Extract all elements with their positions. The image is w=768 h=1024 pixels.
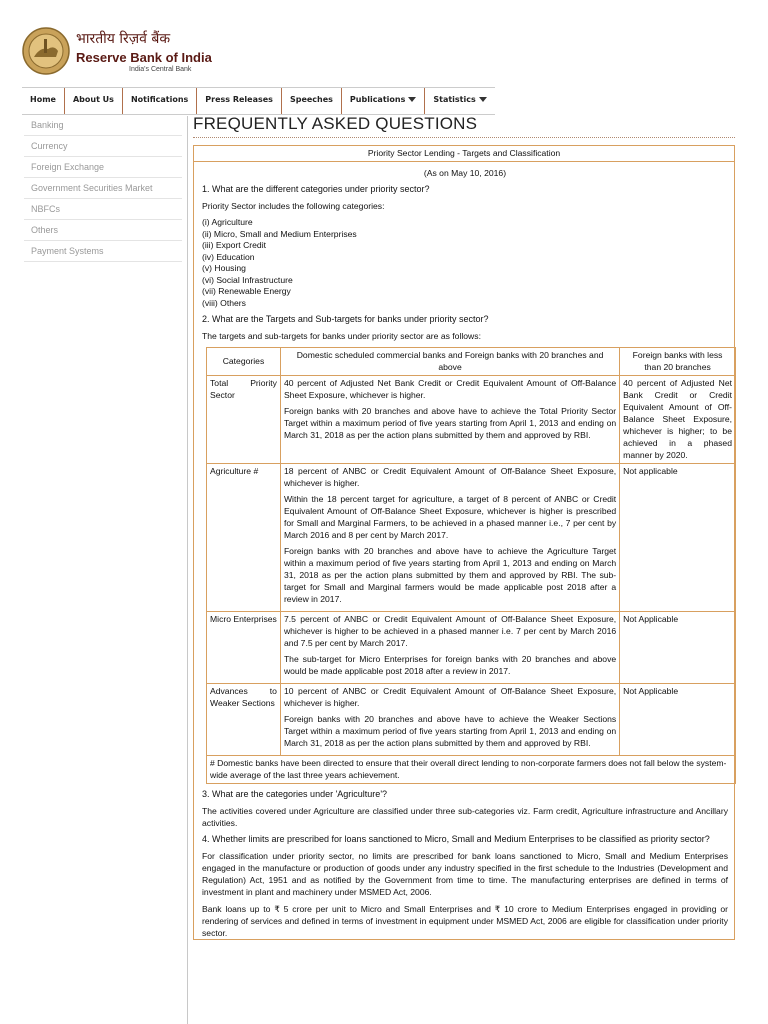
page-title: FREQUENTLY ASKED QUESTIONS — [193, 114, 478, 133]
table-header-row — [207, 348, 736, 376]
nav-publications[interactable]: Publications — [342, 88, 425, 114]
table-cell-foreign: Not applicable — [620, 464, 736, 612]
question-3: 3. What are the categories under 'Agriculture'? — [202, 789, 388, 799]
targets-table — [206, 347, 736, 784]
list-item: (vii) Renewable Energy — [202, 286, 291, 296]
faq-document — [193, 145, 735, 940]
title-divider — [193, 137, 735, 138]
nav-about-us[interactable]: About Us — [65, 88, 123, 114]
document-date: (As on May 10, 2016) — [423, 168, 507, 178]
document-title: Priority Sector Lending - Targets and Classification — [194, 146, 734, 162]
sidebar-item-foreign-exchange[interactable]: Foreign Exchange — [24, 157, 182, 178]
question-1: 1. What are the different categories under priority sector? — [202, 184, 430, 194]
table-cell-category: Agriculture # — [207, 464, 281, 612]
question-4: 4. Whether limits are prescribed for loans sanctioned to Micro, Small and Medium Enterprises to be classified as priority sector? — [202, 834, 710, 844]
table-header: Foreign banks with less than 20 branches — [620, 348, 736, 376]
answer-1-intro: Priority Sector includes the following categories: — [202, 201, 385, 211]
sidebar-item-government-securities-market[interactable]: Government Securities Market — [24, 178, 182, 199]
table-cell-foreign: 40 percent of Adjusted Net Bank Credit or Credit Equivalent Amount of Off-Balance Sheet Exposure, whichever is higher; to be achieved in a phased manner by 2020. — [620, 376, 736, 464]
table-cell-domestic: 10 percent of ANBC or Credit Equivalent Amount of Off-Balance Sheet Exposure, whichever is higher. Foreign banks with 20 branches and above have to achieve the Weaker Sections Target within a maximum period of five years starting from April 1, 2013 and ending on March 31, 2018 as per the action plans submitted by them and approved by RBI. — [280, 684, 619, 756]
list-item: (iv) Education — [202, 251, 255, 262]
table-cell-category: Total Priority Sector — [207, 376, 281, 464]
nav-home[interactable]: Home — [22, 88, 65, 114]
chevron-down-icon — [479, 97, 487, 102]
list-item: (vi) Social Infrastructure — [202, 274, 293, 285]
brand-name-hindi: भारतीय रिज़र्व बैंक — [76, 31, 171, 47]
answer-4: For classification under priority sector, no limits are prescribed for bank loans sanctioned to Micro, Small and Medium Enterprises engaged in the manufacture or production of goods under any industry specified in the first schedule to the Industries (Development and Regulation) Act, 1951 and as notified by the Government from time to time. The manufacturing enterprises are defined in terms of investment in plant and machinery under MSMED Act, 2006. — [202, 851, 728, 897]
rbi-emblem-icon[interactable] — [22, 27, 70, 75]
top-navigation — [22, 87, 495, 115]
answer-3: The activities covered under Agriculture are classified under three sub-categories viz. Farm credit, Agriculture infrastructure and Ancillary activities. — [202, 806, 728, 828]
table-header: Domestic scheduled commercial banks and Foreign banks with 20 branches and above — [280, 348, 619, 376]
brand-tagline: India's Central Bank — [129, 66, 192, 73]
table-row — [207, 464, 736, 612]
list-item: (viii) Others — [202, 297, 246, 308]
table-cell-category: Advances to Weaker Sections — [207, 684, 281, 756]
table-row — [207, 612, 736, 684]
sidebar-item-nbfcs[interactable]: NBFCs — [24, 199, 182, 220]
table-cell-domestic: 7.5 percent of ANBC or Credit Equivalent Amount of Off-Balance Sheet Exposure, whichever is higher to be achieved in a phased manner i.e. 7 per cent by March 2016 and 7.5 per cent by March 2017. The sub-target for Micro Enterprises for foreign banks with 20 branches and above would be made applicable post 2018 after a review in 2017. — [280, 612, 619, 684]
sidebar-item-currency[interactable]: Currency — [24, 136, 182, 157]
brand-name-english: Reserve Bank of India — [76, 50, 212, 65]
answer-4-continued: Bank loans up to ₹ 5 crore per unit to Micro and Small Enterprises and ₹ 10 crore to Medium Enterprises engaged in providing or rendering of services and defined in terms of investment in equipment under MSMED Act, 2006 are eligible for classification under priority sector. — [202, 904, 728, 938]
category-list — [202, 217, 728, 309]
sidebar-item-banking[interactable]: Banking — [24, 115, 182, 136]
nav-press-releases[interactable]: Press Releases — [197, 88, 282, 114]
question-2: 2. What are the Targets and Sub-targets for banks under priority sector? — [202, 314, 489, 324]
list-item: (v) Housing — [202, 263, 246, 273]
table-header: Categories — [207, 348, 281, 376]
table-cell-domestic: 40 percent of Adjusted Net Bank Credit or Credit Equivalent Amount of Off-Balance Sheet Exposure, whichever is higher. Foreign banks with 20 branches and above have to achieve the Total Priority Sector Target within a maximum period of five years starting from April 1, 2013 and ending on March 31, 2018 as per the action plans submitted by them and approved by RBI. — [280, 376, 619, 464]
faq-content — [193, 145, 735, 940]
sidebar-item-others[interactable]: Others — [24, 220, 182, 241]
table-row — [207, 376, 736, 464]
list-item: (iii) Export Credit — [202, 240, 266, 250]
table-cell-category: Micro Enterprises — [207, 612, 281, 684]
site-header — [0, 0, 768, 84]
answer-2-intro: The targets and sub-targets for banks under priority sector are as follows: — [202, 331, 481, 341]
chevron-down-icon — [408, 97, 416, 102]
table-cell-foreign: Not Applicable — [620, 684, 736, 756]
content-divider — [187, 116, 188, 1024]
table-row — [207, 684, 736, 756]
list-item: (ii) Micro, Small and Medium Enterprises — [202, 228, 357, 239]
nav-notifications[interactable]: Notifications — [123, 88, 197, 114]
table-cell-domestic: 18 percent of ANBC or Credit Equivalent Amount of Off-Balance Sheet Exposure, whichever is higher. Within the 18 percent target for agriculture, a target of 8 percent of ANBC or Credit Equivalent Amount of Off-Balance Sheet Exposure, whichever is higher is prescribed for Small and Marginal Farmers, to be achieved in a phased manner i.e., 7 per cent by March 2016 and 8 per cent by March 2017. Foreign banks with 20 branches and above have to achieve the Agriculture Target within a maximum period of five years starting from April 1, 2013 and ending on March 31, 2018 as per the action plans submitted by them and approved by RBI. The sub-target for Small and Marginal farmers would be made applicable post 2018 after a review in 2017. — [280, 464, 619, 612]
table-footnote-row — [207, 756, 736, 784]
nav-statistics[interactable]: Statistics — [425, 88, 494, 114]
sidebar — [24, 115, 182, 262]
nav-speeches[interactable]: Speeches — [282, 88, 342, 114]
table-footnote: # Domestic banks have been directed to ensure that their overall direct lending to non-corporate farmers does not fall below the system-wide average of the last three years achievement. — [207, 756, 736, 784]
sidebar-item-payment-systems[interactable]: Payment Systems — [24, 241, 182, 262]
list-item: (i) Agriculture — [202, 217, 253, 227]
table-cell-foreign: Not Applicable — [620, 612, 736, 684]
